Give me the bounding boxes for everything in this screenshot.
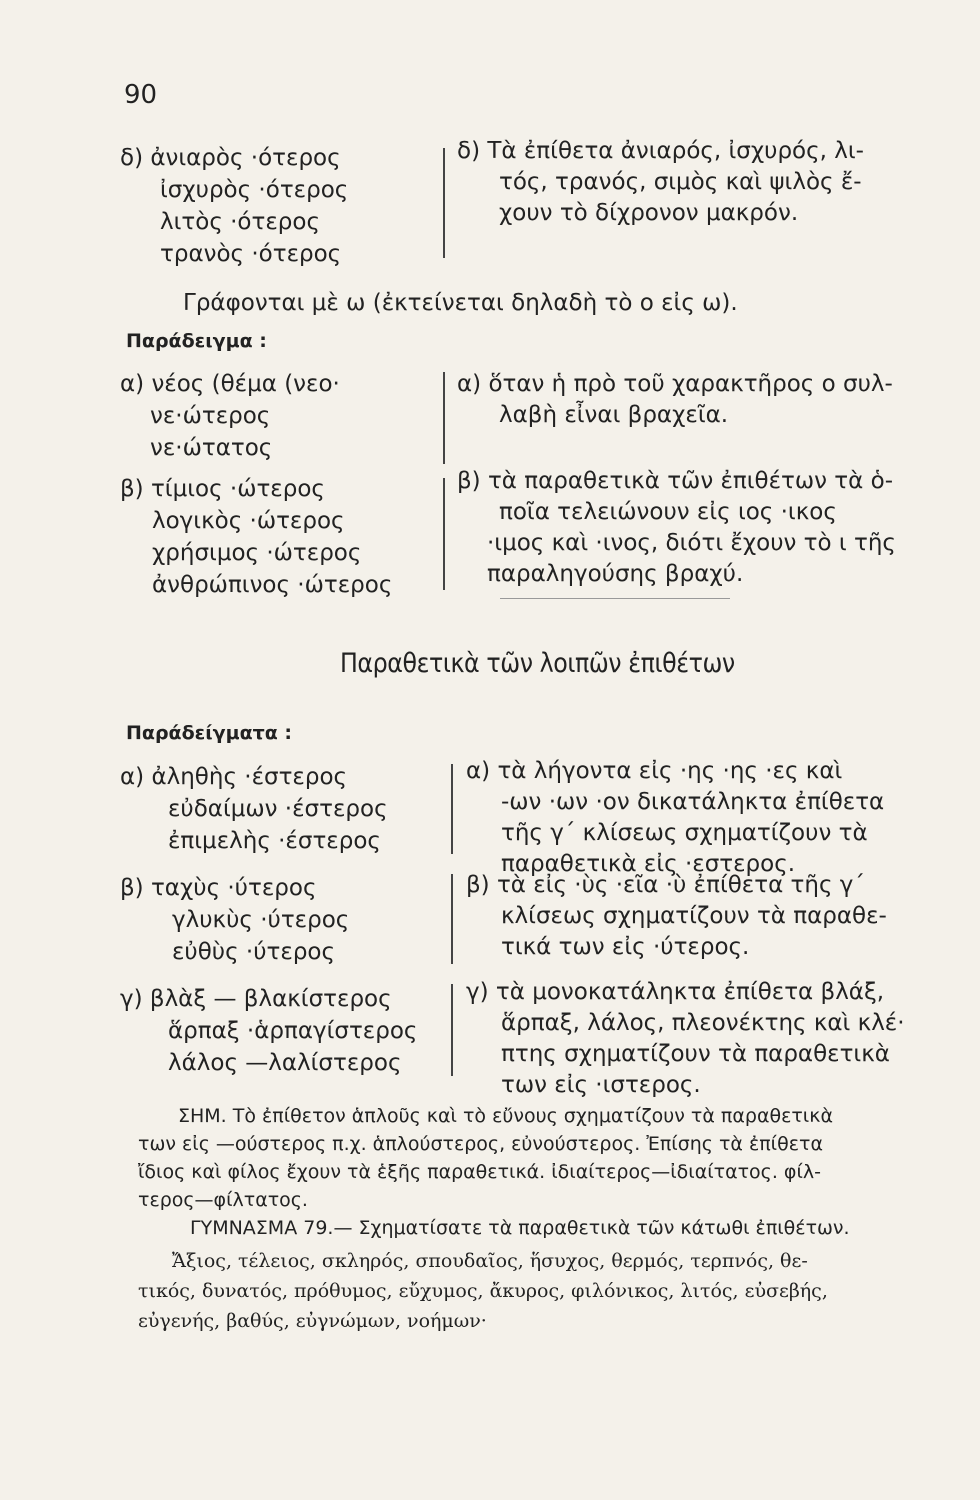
brace	[451, 764, 453, 854]
delta-rule	[457, 136, 864, 229]
example-line: α) νέος (θέμα (νεο·	[120, 371, 340, 397]
beta1-examples	[120, 473, 392, 601]
example-line: α) ἀληθὴς ·έστερος	[120, 764, 348, 790]
example-line: λογικὸς ·ώτερος	[152, 508, 345, 534]
example-line: β) ταχὺς ·ύτερος	[120, 875, 317, 901]
omega-line: Γράφονται μὲ ω (ἐκτείνεται δηλαδὴ τὸ ο εἰς ω).	[183, 290, 738, 316]
example-line: χρήσιμος ·ώτερος	[152, 540, 362, 566]
rule-line: γ) τὰ μονοκατάληκτα ἐπίθετα βλάξ,	[466, 979, 885, 1005]
rule-line: πτης σχηματίζουν τὰ παραθετικὰ	[501, 1041, 890, 1067]
example-label: Παράδειγμα :	[126, 330, 267, 352]
exercise-body	[138, 1246, 828, 1336]
example-line: εὐδαίμων ·έστερος	[168, 796, 388, 822]
rule-line: των εἰς ·ιστερος.	[501, 1072, 701, 1098]
rule-line: -ων ·ων ·ον δικατάληκτα ἐπίθετα	[501, 789, 885, 815]
example-line: γλυκὺς ·ύτερος	[172, 907, 350, 933]
example-line: εὐθὺς ·ύτερος	[172, 939, 335, 965]
alpha1-rule	[457, 369, 893, 431]
exercise-line: εὐγενής, βαθύς, εὐγνώμων, νοήμων·	[138, 1310, 487, 1332]
example-line: λιτὸς ·ότερος	[160, 209, 320, 235]
note-line: τερος—φίλτατος.	[138, 1189, 308, 1211]
example-line: τρανὸς ·ότερος	[160, 241, 342, 267]
rule-line: παραθετικὰ εἰς ·εστερος.	[501, 851, 796, 877]
exercise-line: Ἄξιος, τέλειος, σκληρός, σπουδαῖος, ἥσυχος, θερμός, τερπνός, θε-	[172, 1250, 808, 1272]
example-line: νε·ώτερος	[150, 403, 271, 429]
note-line: ἴδιος καὶ φίλος ἔχουν τὰ ἑξῆς παραθετικά. ἰδιαίτερος—ἰδιαίτατος. φίλ-	[138, 1161, 821, 1183]
example-line: ἀνθρώπινος ·ώτερος	[152, 572, 393, 598]
exercise-line: τικός, δυνατός, πρόθυμος, εὔχυμος, ἄκυρος, φιλόνικος, λιτός, εὐσεβής,	[138, 1280, 828, 1302]
alpha1-examples	[120, 368, 340, 464]
rule-line: δ) Τὰ ἐπίθετα ἀνιαρός, ἰσχυρός, λι-	[457, 138, 864, 164]
rule-line: παραληγούσης βραχύ.	[487, 561, 744, 587]
example-line: λάλος —λαλίστερος	[168, 1050, 402, 1076]
brace	[443, 372, 445, 464]
rule-line: χουν τὸ δίχρονον μακρόν.	[499, 200, 799, 226]
rule-line: ἅρπαξ, λάλος, πλεονέκτης καὶ κλέ·	[501, 1010, 905, 1036]
rule-line: τικά των εἰς ·ύτερος.	[501, 934, 750, 960]
example-line: νε·ώτατος	[150, 435, 273, 461]
example-line: ἐπιμελὴς ·έστερος	[168, 828, 381, 854]
rule-line: α) τὰ λήγοντα εἰς ·ης ·ης ·ες καὶ	[466, 758, 843, 784]
example-line: ἅρπαξ ·ἁρπαγίστερος	[168, 1018, 418, 1044]
alpha2-rule	[466, 756, 884, 880]
brace	[443, 478, 445, 590]
brace	[443, 148, 445, 258]
note	[138, 1102, 833, 1214]
example-line: δ) ἀνιαρὸς ·ότερος	[120, 145, 341, 171]
beta2-examples	[120, 872, 349, 968]
gamma2-examples	[120, 983, 417, 1079]
rule-line: τός, τρανός, σιμὸς καὶ ψιλὸς ἔ-	[499, 169, 862, 195]
rule-line: λαβὴ εἶναι βραχεῖα.	[499, 402, 729, 428]
example-label: Παράδείγματα :	[126, 722, 293, 744]
alpha2-examples	[120, 761, 388, 857]
rule-line: τῆς γ΄ κλίσεως σχηματίζουν τὰ	[501, 820, 868, 846]
brace	[451, 874, 453, 964]
beta2-rule	[466, 870, 887, 963]
note-line: των εἰς —ούστερος π.χ. ἁπλούστερος, εὐνούστερος. Ἐπίσης τὰ ἐπίθετα	[138, 1133, 823, 1155]
note-line: ΣΗΜ. Τὸ ἐπίθετον ἁπλοῦς καὶ τὸ εὔνους σχηματίζουν τὰ παραθετικὰ	[178, 1105, 833, 1127]
brace	[451, 984, 453, 1076]
example-line: γ) βλὰξ — βλακίστερος	[120, 986, 392, 1012]
gamma2-rule	[466, 977, 905, 1101]
example-line: ἰσχυρὸς ·ότερος	[160, 177, 349, 203]
rule-line: β) τὰ παραθετικὰ τῶν ἐπιθέτων τὰ ὁ-	[457, 468, 894, 494]
rule-line: ποῖα τελειώνουν εἰς ιος ·ικος	[499, 499, 837, 525]
rule-line: β) τὰ εἰς ·ὺς ·εῖα ·ὺ ἐπίθετα τῆς γ΄	[466, 872, 865, 898]
beta1-rule	[457, 466, 896, 590]
exercise-title: ΓΥΜΝΑΣΜΑ 79.— Σχηματίσατε τὰ παραθετικὰ τῶν κάτωθι ἐπιθέτων.	[190, 1217, 850, 1239]
section-title: Παραθετικὰ τῶν λοιπῶν ἐπιθέτων	[340, 648, 735, 679]
rule-line: ·ιμος καὶ ·ινος, διότι ἔχουν τὸ ι τῆς	[487, 530, 896, 556]
rule-line: κλίσεως σχηματίζουν τὰ παραθε-	[501, 903, 887, 929]
delta-examples	[120, 142, 348, 270]
example-line: β) τίμιος ·ώτερος	[120, 476, 325, 502]
rule-line: α) ὅταν ἡ πρὸ τοῦ χαρακτῆρος ο συλ-	[457, 371, 893, 397]
divider	[500, 598, 730, 599]
page-number: 90	[124, 80, 158, 110]
